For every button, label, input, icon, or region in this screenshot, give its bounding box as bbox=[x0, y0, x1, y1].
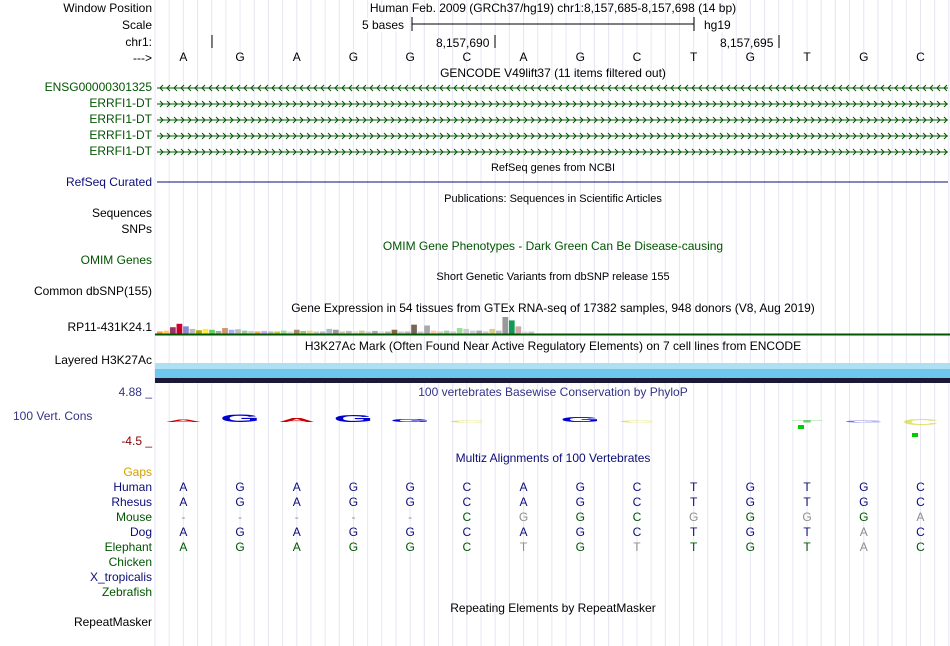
alignment-base: G bbox=[405, 480, 415, 494]
gtex-tissue-bar bbox=[294, 330, 300, 334]
window-position-label: Window Position bbox=[63, 1, 152, 15]
alignment-base: G bbox=[518, 510, 529, 524]
alignment-base: C bbox=[916, 480, 925, 494]
gtex-tissue-bar bbox=[470, 331, 476, 334]
alignment-base: T bbox=[689, 480, 698, 494]
gtex-track-label[interactable]: RP11-431K24.1 bbox=[67, 320, 152, 334]
reference-base: G bbox=[235, 50, 245, 64]
alignment-base: T bbox=[803, 480, 811, 494]
alignment-base: G bbox=[745, 525, 756, 539]
gtex-tissue-bar bbox=[509, 320, 515, 334]
refseq-track-label[interactable]: RefSeq Curated bbox=[65, 175, 152, 189]
alignment-base: A bbox=[292, 495, 301, 509]
alignment-base: G bbox=[348, 495, 359, 509]
alignment-base: A bbox=[519, 480, 528, 494]
gtex-tissue-bar bbox=[235, 329, 241, 334]
scale-assembly: hg19 bbox=[704, 18, 731, 32]
reference-base: C bbox=[462, 50, 472, 64]
alignment-base: T bbox=[803, 495, 811, 509]
alignment-base: T bbox=[519, 540, 528, 554]
conservation-base: C bbox=[448, 419, 486, 423]
reference-base: G bbox=[745, 50, 756, 64]
alignment-base: G bbox=[405, 540, 415, 554]
conservation-ymin: -4.5 _ bbox=[121, 434, 152, 448]
gencode-item-label[interactable]: ERRFI1-DT bbox=[89, 128, 152, 142]
gtex-tissue-bar bbox=[359, 331, 365, 334]
gencode-track-title: GENCODE V49lift37 (11 items filtered out) bbox=[440, 66, 666, 80]
alignment-base: G bbox=[405, 525, 415, 539]
species-label[interactable]: Human bbox=[113, 480, 152, 494]
alignment-base: G bbox=[745, 495, 756, 509]
omim-track-label[interactable]: OMIM Genes bbox=[80, 253, 152, 267]
alignment-base: - bbox=[408, 510, 413, 524]
strand-arrow: ---> bbox=[133, 51, 152, 65]
conservation-track-label[interactable]: 100 Vert. Cons bbox=[13, 409, 93, 423]
gtex-tissue-bar bbox=[333, 330, 339, 334]
reference-base: T bbox=[689, 50, 698, 64]
conservation-base: G bbox=[220, 411, 260, 425]
reference-base: G bbox=[575, 50, 585, 64]
alignment-base: T bbox=[803, 525, 811, 539]
reference-base: C bbox=[916, 50, 925, 64]
reference-base: G bbox=[348, 50, 359, 64]
alignment-base: G bbox=[859, 480, 869, 494]
conservation-base: G bbox=[560, 415, 601, 424]
scale-label: Scale bbox=[121, 18, 152, 32]
alignment-base: - bbox=[181, 510, 186, 524]
multiz-track-title: Multiz Alignments of 100 Vertebrates bbox=[455, 451, 651, 465]
conservation-base: G bbox=[390, 417, 431, 424]
gtex-tissue-bar bbox=[196, 330, 202, 334]
alignment-base: T bbox=[633, 540, 641, 554]
alignment-base: G bbox=[859, 510, 869, 524]
gtex-tissue-bar bbox=[392, 330, 398, 334]
alignment-base: A bbox=[859, 525, 868, 539]
conservation-mark bbox=[798, 425, 804, 429]
alignment-base: G bbox=[405, 495, 415, 509]
conservation-track-title: 100 vertebrates Basewise Conservation by PhyloP bbox=[418, 385, 688, 399]
snps-track-label[interactable]: SNPs bbox=[121, 222, 152, 236]
alignment-base: C bbox=[916, 495, 925, 509]
conservation-base: A bbox=[164, 418, 202, 423]
position-label-2: 8,157,695 bbox=[720, 36, 774, 50]
alignment-base: G bbox=[575, 525, 585, 539]
alignment-base: T bbox=[689, 525, 698, 539]
species-label[interactable]: Chicken bbox=[108, 555, 152, 569]
gtex-tissue-bar bbox=[515, 326, 521, 334]
chrom-label: chr1: bbox=[125, 35, 152, 49]
alignment-base: A bbox=[859, 540, 868, 554]
gaps-label[interactable]: Gaps bbox=[123, 465, 152, 479]
gtex-tissue-bar bbox=[444, 331, 450, 334]
alignment-base: A bbox=[519, 495, 528, 509]
alignment-base: C bbox=[462, 480, 472, 494]
conservation-ymax: 4.88 _ bbox=[118, 385, 152, 399]
alignment-base: A bbox=[179, 540, 188, 554]
alignment-base: G bbox=[235, 495, 245, 509]
h3k27ac-track-title: H3K27Ac Mark (Often Found Near Active Regulatory Elements) on 7 cell lines from ENCODE bbox=[304, 339, 802, 353]
alignment-base: A bbox=[292, 525, 301, 539]
alignment-base: A bbox=[292, 540, 301, 554]
alignment-base: G bbox=[745, 510, 756, 524]
conservation-base: C bbox=[901, 417, 939, 427]
gtex-tissue-bar bbox=[222, 328, 228, 334]
gtex-tissue-bar bbox=[170, 327, 176, 334]
alignment-base: G bbox=[745, 540, 756, 554]
gtex-tissue-bar bbox=[457, 328, 463, 334]
gtex-tissue-bar bbox=[463, 329, 469, 334]
alignment-base: T bbox=[803, 540, 811, 554]
gtex-tissue-bar bbox=[177, 324, 183, 334]
alignment-base: - bbox=[238, 510, 243, 524]
species-label[interactable]: X_tropicalis bbox=[89, 570, 152, 584]
refseq-track-title: RefSeq genes from NCBI bbox=[490, 162, 616, 174]
alignment-base: G bbox=[348, 525, 359, 539]
alignment-base: C bbox=[462, 510, 472, 524]
alignment-base: - bbox=[351, 510, 356, 524]
gtex-tissue-bar bbox=[164, 331, 170, 334]
alignment-base: G bbox=[575, 495, 585, 509]
species-label[interactable]: Rhesus bbox=[111, 495, 152, 509]
h3k27ac-band bbox=[155, 378, 950, 383]
reference-base: A bbox=[292, 50, 301, 64]
alignment-base: - bbox=[294, 510, 299, 524]
alignment-base: A bbox=[179, 480, 188, 494]
alignment-base: G bbox=[575, 510, 585, 524]
gtex-tissue-bar bbox=[431, 331, 437, 334]
alignment-base: G bbox=[745, 480, 756, 494]
alignment-base: C bbox=[462, 540, 472, 554]
species-label[interactable]: Elephant bbox=[104, 540, 152, 554]
position-label-1: 8,157,690 bbox=[436, 36, 490, 50]
gtex-tissue-bar bbox=[242, 331, 248, 334]
conservation-base: C bbox=[618, 419, 656, 423]
gencode-item-label[interactable]: ENSG00000301325 bbox=[44, 80, 152, 94]
window-position-value: Human Feb. 2009 (GRCh37/hg19) chr1:8,157,685-8,157,698 (14 bp) bbox=[369, 1, 737, 15]
repeatmasker-track-title: Repeating Elements by RepeatMasker bbox=[450, 601, 656, 615]
alignment-base: A bbox=[292, 480, 301, 494]
conservation-base: T bbox=[791, 419, 823, 424]
gtex-tissue-bar bbox=[281, 331, 287, 334]
gencode-item-label[interactable]: ERRFI1-DT bbox=[89, 96, 152, 110]
alignment-base: C bbox=[632, 480, 642, 494]
alignment-base: G bbox=[575, 480, 585, 494]
h3k27ac-band bbox=[155, 363, 950, 369]
alignment-base: A bbox=[916, 510, 925, 524]
alignment-base: G bbox=[575, 540, 585, 554]
reference-base: C bbox=[632, 50, 642, 64]
alignment-base: G bbox=[859, 495, 869, 509]
gtex-tissue-bar bbox=[502, 317, 508, 334]
gencode-item-label[interactable]: ERRFI1-DT bbox=[89, 112, 152, 126]
alignment-base: G bbox=[235, 525, 245, 539]
publications-track-title: Publications: Sequences in Scientific Articles bbox=[444, 193, 662, 205]
reference-base: T bbox=[803, 50, 811, 64]
alignment-base: C bbox=[916, 525, 925, 539]
reference-base: G bbox=[405, 50, 415, 64]
conservation-base: A bbox=[278, 416, 316, 424]
alignment-base: G bbox=[688, 510, 699, 524]
alignment-base: T bbox=[689, 540, 698, 554]
gtex-tissue-bar bbox=[307, 331, 313, 334]
reference-base: G bbox=[859, 50, 869, 64]
reference-base: A bbox=[519, 50, 528, 64]
gtex-tissue-bar bbox=[326, 329, 332, 334]
h3k27ac-track-label[interactable]: Layered H3K27Ac bbox=[54, 353, 152, 367]
scale-bases: 5 bases bbox=[362, 18, 405, 32]
alignment-base: C bbox=[632, 495, 642, 509]
alignment-base: G bbox=[802, 510, 812, 524]
gtex-tissue-bar bbox=[203, 329, 209, 334]
alignment-base: T bbox=[689, 495, 698, 509]
gtex-tissue-bar bbox=[411, 325, 417, 334]
gtex-tissue-bar bbox=[209, 330, 215, 334]
gtex-tissue-bar bbox=[229, 330, 235, 334]
alignment-base: A bbox=[179, 495, 188, 509]
gtex-tissue-bar bbox=[489, 329, 495, 334]
alignment-base: G bbox=[235, 540, 245, 554]
omim-track-title: OMIM Gene Phenotypes - Dark Green Can Be Disease-causing bbox=[382, 239, 724, 253]
alignment-base: C bbox=[462, 525, 472, 539]
alignment-base: C bbox=[916, 540, 925, 554]
gtex-tissue-bar bbox=[190, 329, 196, 334]
species-label[interactable]: Zebrafish bbox=[101, 585, 152, 599]
alignment-base: A bbox=[179, 525, 188, 539]
conservation-base: G bbox=[333, 412, 374, 425]
alignment-base: C bbox=[462, 495, 472, 509]
conservation-mark bbox=[912, 433, 918, 437]
alignment-base: G bbox=[235, 480, 245, 494]
conservation-base: G bbox=[843, 419, 884, 423]
alignment-base: G bbox=[348, 540, 359, 554]
gtex-tissue-bar bbox=[424, 326, 430, 335]
gtex-tissue-bar bbox=[183, 326, 189, 334]
sequences-track-label[interactable]: Sequences bbox=[91, 206, 152, 220]
gtex-tissue-bar bbox=[496, 331, 502, 334]
species-label[interactable]: Dog bbox=[129, 525, 152, 539]
alignment-base: C bbox=[632, 525, 642, 539]
alignment-base: C bbox=[632, 510, 642, 524]
gencode-item-label[interactable]: ERRFI1-DT bbox=[89, 144, 152, 158]
gtex-track-title: Gene Expression in 54 tissues from GTEx RNA-seq of 17382 samples, 948 donors (V8, Aug 2019) bbox=[291, 301, 815, 315]
alignment-base: A bbox=[519, 525, 528, 539]
alignment-base: G bbox=[348, 480, 359, 494]
repeatmasker-track-label[interactable]: RepeatMasker bbox=[73, 615, 152, 629]
species-label[interactable]: Mouse bbox=[115, 510, 152, 524]
dbsnp-track-title: Short Genetic Variants from dbSNP release 155 bbox=[436, 271, 670, 283]
h3k27ac-band bbox=[155, 369, 950, 378]
dbsnp-track-label[interactable]: Common dbSNP(155) bbox=[33, 284, 152, 298]
conservation-logo bbox=[165, 412, 939, 427]
gtex-tissue-bar bbox=[476, 331, 482, 334]
reference-base: A bbox=[179, 50, 188, 64]
